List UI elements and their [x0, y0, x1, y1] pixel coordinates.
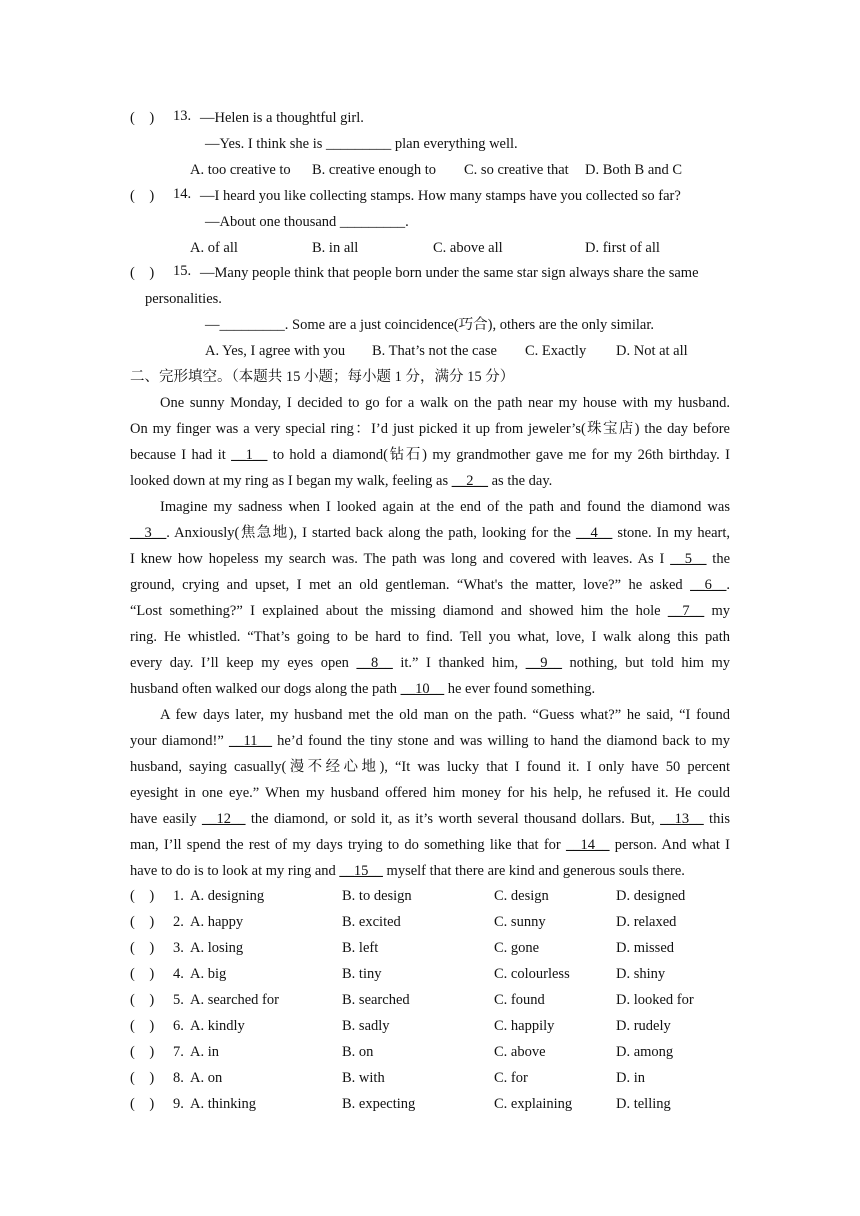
- question-line: —About one thousand _________.: [205, 214, 409, 230]
- passage-line: husband often walked our dogs along the path __10__ he ever found something.: [130, 681, 596, 697]
- option-a: A. too creative to: [190, 162, 291, 178]
- option-d: D. telling: [616, 1096, 671, 1112]
- question-number: 15.: [173, 263, 192, 279]
- row-number: 1.: [173, 888, 184, 904]
- row-number: 3.: [173, 940, 184, 956]
- row-number: 9.: [173, 1096, 184, 1112]
- option-a: A. on: [190, 1070, 223, 1086]
- row-number: 2.: [173, 914, 184, 930]
- option-c: C. happily: [494, 1018, 555, 1034]
- option-d: D. designed: [616, 888, 686, 904]
- blank-15: __15__: [339, 863, 383, 879]
- option-b: B. tiny: [342, 966, 382, 982]
- option-d: D. in: [616, 1070, 645, 1086]
- blank-8: __8__: [356, 655, 393, 671]
- answer-bracket: ( ): [130, 1070, 155, 1086]
- blank-14: __14__: [566, 837, 610, 853]
- option-d: D. among: [616, 1044, 674, 1060]
- option-b: B. excited: [342, 914, 401, 930]
- answer-bracket: ( ): [130, 188, 155, 204]
- question-line: —I heard you like collecting stamps. How many stamps have you collected so far?: [200, 188, 681, 204]
- passage-line: __3__. Anxiously(焦急地), I started back along the path, looking for the __4__ stone. In my heart,: [130, 525, 730, 541]
- passage-line: Imagine my sadness when I looked again at the end of the path and found the diamond was: [160, 499, 730, 515]
- answer-bracket: ( ): [130, 940, 155, 956]
- option-a: A. big: [190, 966, 227, 982]
- question-line: —Helen is a thoughtful girl.: [200, 110, 364, 126]
- option-a: A. kindly: [190, 1018, 245, 1034]
- blank-9: __9__: [525, 655, 562, 671]
- option-d: D. relaxed: [616, 914, 677, 930]
- passage-line: husband, saying casually(漫不经心地), “It was lucky that I found it. I only have 50 percent: [130, 759, 730, 775]
- blank-13: __13__: [660, 811, 704, 827]
- passage-line: looked down at my ring as I began my walk, feeling as __2__ as the day.: [130, 473, 553, 489]
- question-line: —Yes. I think she is _________ plan everything well.: [205, 136, 518, 152]
- blank-1: __1__: [231, 447, 268, 463]
- passage-line: ring. He whistled. “That’s going to be hard to find. Tell you what, love, I walk along this path: [130, 629, 730, 645]
- option-c: C. found: [494, 992, 545, 1008]
- option-a: A. Yes, I agree with you: [205, 343, 346, 359]
- answer-bracket: ( ): [130, 992, 155, 1008]
- option-b: B. That’s not the case: [372, 343, 497, 359]
- passage-line: On my finger was a very special ring：I’d just picked it up from jeweler’s(珠宝店) the day before: [130, 421, 730, 437]
- option-b: B. on: [342, 1044, 374, 1060]
- passage-line: because I had it __1__ to hold a diamond(钻石) my grandmother gave me for my 26th birthday. I: [130, 447, 730, 463]
- option-b: B. left: [342, 940, 379, 956]
- option-a: A. designing: [190, 888, 265, 904]
- question-number: 14.: [173, 186, 192, 202]
- passage-line: have to do is to look at my ring and __15__ myself that there are kind and generous souls there.: [130, 863, 685, 879]
- option-c: C. so creative that: [464, 162, 569, 178]
- passage-line: have easily __12__ the diamond, or sold it, as it’s worth several thousand dollars. But, __13__ this: [130, 811, 731, 827]
- blank-7: __7__: [667, 603, 705, 619]
- option-d: D. missed: [616, 940, 674, 956]
- option-c: C. explaining: [494, 1096, 573, 1112]
- option-b: B. searched: [342, 992, 410, 1008]
- option-c: C. above all: [433, 240, 503, 256]
- option-c: C. for: [494, 1070, 528, 1086]
- option-d: D. looked for: [616, 992, 694, 1008]
- question-line: —Many people think that people born under the same star sign always share the same: [200, 265, 699, 281]
- answer-bracket: ( ): [130, 1044, 155, 1060]
- option-d: D. first of all: [585, 240, 660, 256]
- answer-bracket: ( ): [130, 265, 155, 281]
- option-c: C. colourless: [494, 966, 570, 982]
- option-a: A. happy: [190, 914, 244, 930]
- option-b: B. in all: [312, 240, 359, 256]
- answer-bracket: ( ): [130, 1096, 155, 1112]
- row-number: 6.: [173, 1018, 184, 1034]
- blank-4: __4__: [576, 525, 613, 541]
- option-a: A. of all: [190, 240, 238, 256]
- passage-line: every day. I’ll keep my eyes open __8__ it.” I thanked him, __9__ nothing, but told him my: [130, 655, 731, 671]
- answer-bracket: ( ): [130, 110, 155, 126]
- option-c: C. gone: [494, 940, 540, 956]
- option-b: B. expecting: [342, 1096, 416, 1112]
- option-d: D. Not at all: [616, 343, 688, 359]
- question-line: personalities.: [145, 291, 222, 307]
- row-number: 4.: [173, 966, 184, 982]
- answer-bracket: ( ): [130, 966, 155, 982]
- blank-10: __10__: [400, 681, 445, 697]
- passage-line: “Lost something?” I explained about the missing diamond and showed him the hole __7__ my: [130, 603, 730, 619]
- passage-line: ground, crying and upset, I met an old gentleman. “What's the matter, love?” he asked __6__.: [130, 577, 730, 593]
- blank-2: __2__: [451, 473, 488, 489]
- blank-12: __12__: [201, 811, 246, 827]
- answer-bracket: ( ): [130, 914, 155, 930]
- option-c: C. sunny: [494, 914, 546, 930]
- row-number: 5.: [173, 992, 184, 1008]
- option-b: B. to design: [342, 888, 412, 904]
- row-number: 7.: [173, 1044, 184, 1060]
- option-b: B. sadly: [342, 1018, 390, 1034]
- blank-5: __5__: [670, 551, 707, 567]
- passage-line: eyesight in one eye.” When my husband offered him money for his help, he refused it. He could: [130, 785, 730, 801]
- option-a: A. losing: [190, 940, 244, 956]
- passage-line: One sunny Monday, I decided to go for a walk on the path near my house with my husband.: [160, 395, 730, 411]
- passage-line: man, I’ll spend the rest of my days trying to do something like that for __14__ person. And what I: [130, 837, 731, 853]
- option-d: D. Both B and C: [585, 162, 683, 178]
- option-c: C. Exactly: [525, 343, 587, 359]
- blank-6: __6__: [690, 577, 727, 593]
- passage-line: your diamond!” __11__ he’d found the tiny stone and was willing to hand the diamond back to my: [130, 733, 730, 749]
- option-b: B. creative enough to: [312, 162, 437, 178]
- option-d: D. rudely: [616, 1018, 671, 1034]
- question-number: 13.: [173, 108, 192, 124]
- passage-line: I knew how hopeless my search was. The path was long and covered with leaves. As I __5__ the: [130, 551, 731, 567]
- option-a: A. thinking: [190, 1096, 257, 1112]
- row-number: 8.: [173, 1070, 184, 1086]
- option-d: D. shiny: [616, 966, 666, 982]
- passage-line: A few days later, my husband met the old man on the path. “Guess what?” he said, “I found: [160, 707, 730, 723]
- answer-bracket: ( ): [130, 1018, 155, 1034]
- option-b: B. with: [342, 1070, 385, 1086]
- question-line: —_________. Some are a just coincidence(巧合), others are the only similar.: [205, 317, 654, 333]
- option-c: C. above: [494, 1044, 546, 1060]
- blank-3: __3__: [130, 525, 167, 541]
- option-a: A. in: [190, 1044, 219, 1060]
- section-title: 二、完形填空。（本题共 15 小题；每小题 1 分，满分 15 分）: [130, 369, 515, 385]
- option-a: A. searched for: [190, 992, 279, 1008]
- blank-11: __11__: [228, 733, 272, 749]
- answer-bracket: ( ): [130, 888, 155, 904]
- option-c: C. design: [494, 888, 549, 904]
